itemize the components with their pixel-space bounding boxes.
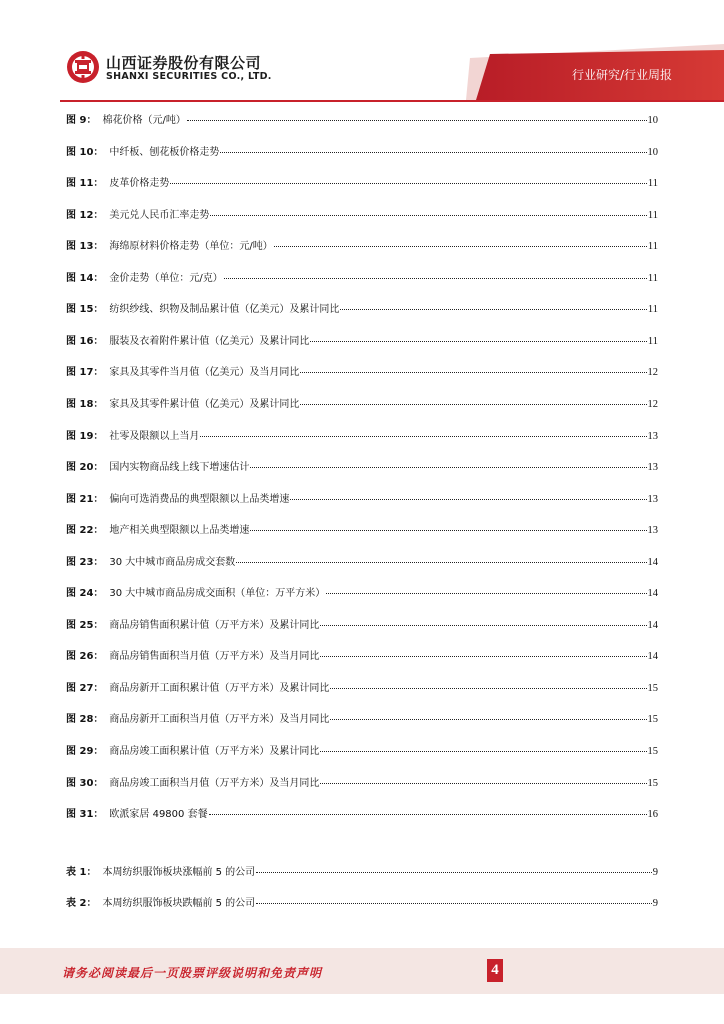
entry-page-number: 11 [647, 335, 658, 347]
toc-figure-entry[interactable] [66, 209, 658, 222]
entry-page-number: 10 [647, 146, 658, 158]
toc-figure-entry[interactable] [66, 114, 658, 127]
header-band-shape [0, 0, 724, 100]
entry-title: 欧派家居 49800 套餐 [109, 809, 208, 821]
toc-figure-entry[interactable] [66, 650, 658, 663]
dot-leader [274, 245, 647, 247]
toc-figure-entry[interactable] [66, 493, 658, 506]
dot-leader [236, 561, 646, 563]
entry-title: 美元兑人民币汇率走势 [109, 209, 210, 221]
toc-figure-entry[interactable] [66, 713, 658, 726]
header-divider [60, 100, 724, 102]
toc-figure-entry[interactable] [66, 272, 658, 285]
dot-leader [300, 403, 646, 405]
entry-title: 地产相关典型限额以上品类增速 [109, 525, 250, 537]
entry-page-number: 11 [647, 209, 658, 221]
entry-title: 30 大中城市商品房成交套数 [109, 556, 236, 568]
dot-leader [310, 340, 646, 342]
entry-title: 金价走势（单位：元/克） [109, 272, 223, 284]
dot-leader [187, 119, 647, 121]
entry-label: 图 17： [66, 367, 104, 379]
company-name-cn: 山西证券股份有限公司 [106, 54, 262, 72]
entry-title: 服装及衣着附件累计值（亿美元）及累计同比 [109, 335, 310, 347]
toc-table-entry[interactable] [66, 866, 658, 879]
toc-figure-entry[interactable] [66, 682, 658, 695]
entry-title: 中纤板、刨花板价格走势 [109, 146, 220, 158]
entry-label: 图 29： [66, 746, 104, 757]
dot-leader [320, 655, 646, 657]
entry-label: 图 22： [66, 525, 104, 537]
entry-title: 家具及其零件当月值（亿美元）及当月同比 [109, 367, 300, 379]
entry-title: 家具及其零件累计值（亿美元）及累计同比 [109, 398, 300, 410]
entry-label: 图 15： [66, 304, 104, 316]
disclaimer-text: 请务必阅读最后一页股票评级说明和免责声明 [62, 966, 323, 980]
entry-label: 图 12： [66, 209, 104, 221]
toc-figure-entry[interactable] [66, 524, 658, 537]
toc-figure-entry[interactable] [66, 461, 658, 474]
entry-label: 表 1： [66, 866, 97, 878]
entry-title: 海绵原材料价格走势（单位：元/吨） [109, 241, 273, 253]
entry-label: 图 25： [66, 619, 104, 631]
entry-page-number: 13 [647, 430, 658, 442]
entry-page-number: 14 [647, 651, 658, 663]
toc-figure-entry[interactable] [66, 777, 658, 790]
entry-label: 图 14： [66, 272, 104, 284]
entry-title: 国内实物商品线上线下增速估计 [109, 462, 250, 474]
entry-page-number: 12 [647, 398, 658, 410]
toc-table-entry[interactable] [66, 897, 658, 910]
entry-page-number: 9 [652, 866, 658, 878]
entry-page-number: 11 [647, 304, 658, 316]
dot-leader [256, 902, 652, 904]
dot-leader [224, 277, 647, 279]
entry-label: 图 16： [66, 335, 104, 347]
entry-title: 本周纺织服饰板块涨幅前 5 的公司 [102, 866, 256, 878]
entry-label: 图 21： [66, 493, 104, 505]
shanxi-securities-logo-icon [66, 50, 100, 84]
entry-page-number: 15 [647, 746, 658, 757]
toc-figure-entry[interactable] [66, 587, 658, 600]
entry-page-number: 13 [647, 462, 658, 474]
toc-figure-entry[interactable] [66, 146, 658, 159]
entry-page-number: 16 [647, 809, 658, 821]
entry-label: 图 28： [66, 714, 104, 726]
entry-title: 偏向可选消费品的典型限额以上品类增速 [109, 493, 290, 505]
entry-page-number: 13 [647, 493, 658, 505]
dot-leader [300, 371, 646, 373]
entry-page-number: 15 [647, 682, 658, 694]
dot-leader [170, 182, 646, 184]
dot-leader [210, 214, 646, 216]
dot-leader [290, 498, 646, 500]
entry-label: 图 26： [66, 651, 104, 663]
toc-figure-entry[interactable] [66, 808, 658, 821]
entry-title: 商品房新开工面积累计值（万平方米）及累计同比 [109, 682, 330, 694]
entry-page-number: 9 [652, 898, 658, 910]
toc-figure-entry[interactable] [66, 556, 658, 569]
entry-page-number: 11 [647, 178, 658, 190]
entry-label: 图 19： [66, 430, 104, 442]
entry-title: 社零及限额以上当月 [109, 430, 200, 442]
dot-leader [330, 718, 646, 720]
entry-title: 商品房销售面积累计值（万平方米）及累计同比 [109, 619, 320, 631]
entry-label: 图 23： [66, 556, 104, 568]
company-name-en: SHANXI SECURITIES CO., LTD. [106, 71, 272, 82]
toc-figure-entry[interactable] [66, 335, 658, 348]
entry-label: 表 2： [66, 898, 97, 910]
entry-label: 图 18： [66, 398, 104, 410]
toc-figure-entry[interactable] [66, 177, 658, 190]
entry-label: 图 24： [66, 588, 104, 600]
toc-figure-entry[interactable] [66, 745, 658, 758]
entry-title: 商品房竣工面积当月值（万平方米）及当月同比 [109, 777, 320, 789]
dot-leader [200, 435, 646, 437]
toc-figure-entry[interactable] [66, 619, 658, 632]
report-category: 行业研究/行业周报 [571, 68, 672, 82]
toc-figure-entry[interactable] [66, 240, 658, 253]
entry-page-number: 13 [647, 525, 658, 537]
dot-leader [220, 151, 646, 153]
entry-title: 本周纺织服饰板块跌幅前 5 的公司 [102, 898, 256, 910]
entry-label: 图 13： [66, 241, 104, 253]
entry-title: 棉花价格（元/吨） [102, 115, 186, 126]
dot-leader [340, 308, 646, 310]
toc-figure-entry[interactable] [66, 366, 658, 379]
dot-leader [250, 466, 646, 468]
entry-label: 图 31： [66, 809, 104, 821]
entry-label: 图 9： [66, 115, 97, 126]
dot-leader [320, 750, 646, 752]
entry-label: 图 10： [66, 146, 104, 158]
toc-figure-entry[interactable] [66, 398, 658, 411]
dot-leader [250, 529, 646, 531]
page-number: 4 [487, 959, 503, 982]
entry-title: 皮革价格走势 [109, 178, 170, 190]
entry-title: 商品房销售面积当月值（万平方米）及当月同比 [109, 651, 320, 663]
entry-label: 图 27： [66, 682, 104, 694]
entry-page-number: 11 [647, 241, 658, 253]
entry-page-number: 12 [647, 367, 658, 379]
entry-title: 商品房竣工面积累计值（万平方米）及累计同比 [109, 746, 320, 757]
entry-label: 图 30： [66, 777, 104, 789]
dot-leader [326, 592, 646, 594]
dot-leader [330, 687, 646, 689]
entry-page-number: 14 [647, 619, 658, 631]
entry-page-number: 15 [647, 714, 658, 726]
entry-title: 商品房新开工面积当月值（万平方米）及当月同比 [109, 714, 330, 726]
entry-label: 图 20： [66, 462, 104, 474]
page-header [0, 0, 724, 100]
dot-leader [320, 624, 646, 626]
toc-figure-entry[interactable] [66, 303, 658, 316]
dot-leader [320, 782, 646, 784]
entry-page-number: 14 [647, 588, 658, 600]
entry-title: 30 大中城市商品房成交面积（单位：万平方米） [109, 588, 326, 600]
entry-page-number: 11 [647, 272, 658, 284]
entry-label: 图 11： [66, 178, 104, 190]
entry-page-number: 14 [647, 556, 658, 568]
entry-page-number: 15 [647, 777, 658, 789]
dot-leader [256, 871, 652, 873]
toc-figure-entry[interactable] [66, 430, 658, 443]
entry-title: 纺织纱线、织物及制品累计值（亿美元）及累计同比 [109, 304, 340, 316]
dot-leader [209, 813, 647, 815]
entry-page-number: 10 [647, 115, 658, 126]
